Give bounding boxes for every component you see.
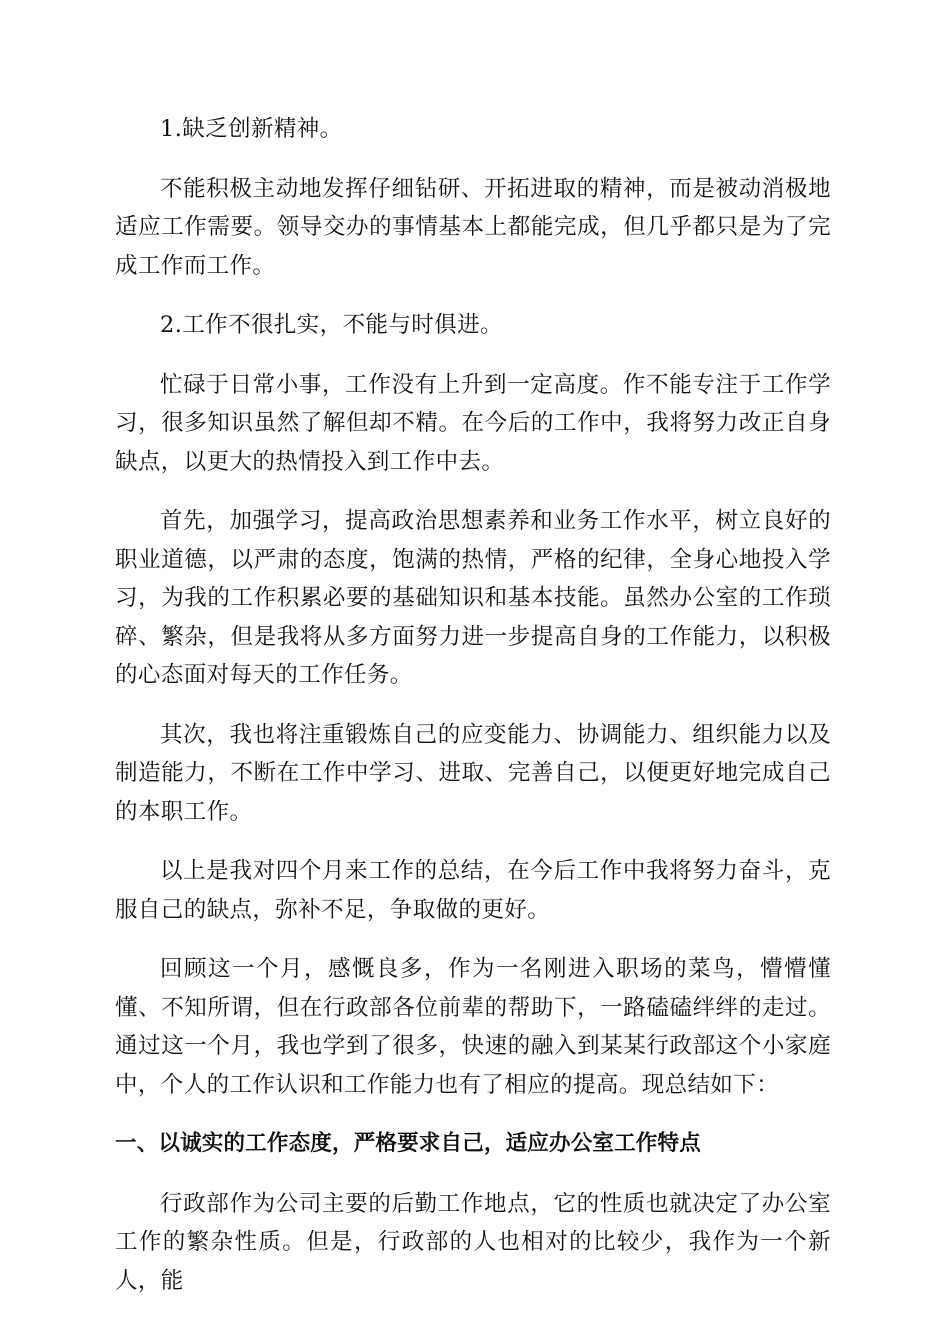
- paragraph: 回顾这一个月，感慨良多，作为一名刚进入职场的菜鸟，懵懵懂懂、不知所谓，但在行政部各位前辈的帮助下，一路磕磕绊绊的走过。通过这一个月，我也学到了很多，快速的融入到某某行政部这个小家庭中，个人的工作认识和工作能力也有了相应的提高。现总结如下：: [115, 956, 831, 1098]
- paragraph: 忙碌于日常小事，工作没有上升到一定高度。作不能专注于工作学习，很多知识虽然了解但却不精。在今后的工作中，我将努力改正自身缺点，以更大的热情投入到工作中去。: [115, 371, 831, 475]
- paragraph: 2.工作不很扎实，不能与时俱进。: [160, 312, 503, 338]
- paragraph: 以上是我对四个月来工作的总结，在今后工作中我将努力奋斗，克服自己的缺点，弥补不足，争取做的更好。: [115, 858, 831, 923]
- paragraph: 1.缺乏创新精神。: [160, 116, 343, 142]
- section-heading: 一、以诚实的工作态度，严格要求自己，适应办公室工作特点: [115, 1131, 701, 1156]
- paragraph: 行政部作为公司主要的后勤工作地点，它的性质也就决定了办公室工作的繁杂性质。但是，行政部的人也相对的比较少，我作为一个新人，能: [115, 1190, 831, 1294]
- paragraph: 首先，加强学习，提高政治思想素养和业务工作水平，树立良好的职业道德，以严肃的态度，饱满的热情，严格的纪律，全身心地投入学习，为我的工作积累必要的基础知识和基本技能。虽然办公室的工作琐碎、繁杂，但是我将从多方面努力进一步提高自身的工作能力，以积极的心态面对每天的工作任务。: [115, 508, 831, 688]
- paragraph: 不能积极主动地发挥仔细钻研、开拓进取的精神，而是被动消极地适应工作需要。领导交办的事情基本上都能完成，但几乎都只是为了完成工作而工作。: [115, 175, 831, 279]
- paragraph: 其次，我也将注重锻炼自己的应变能力、协调能力、组织能力以及制造能力，不断在工作中学习、进取、完善自己，以便更好地完成自己的本职工作。: [115, 721, 831, 825]
- document-page: [115, 110, 831, 1321]
